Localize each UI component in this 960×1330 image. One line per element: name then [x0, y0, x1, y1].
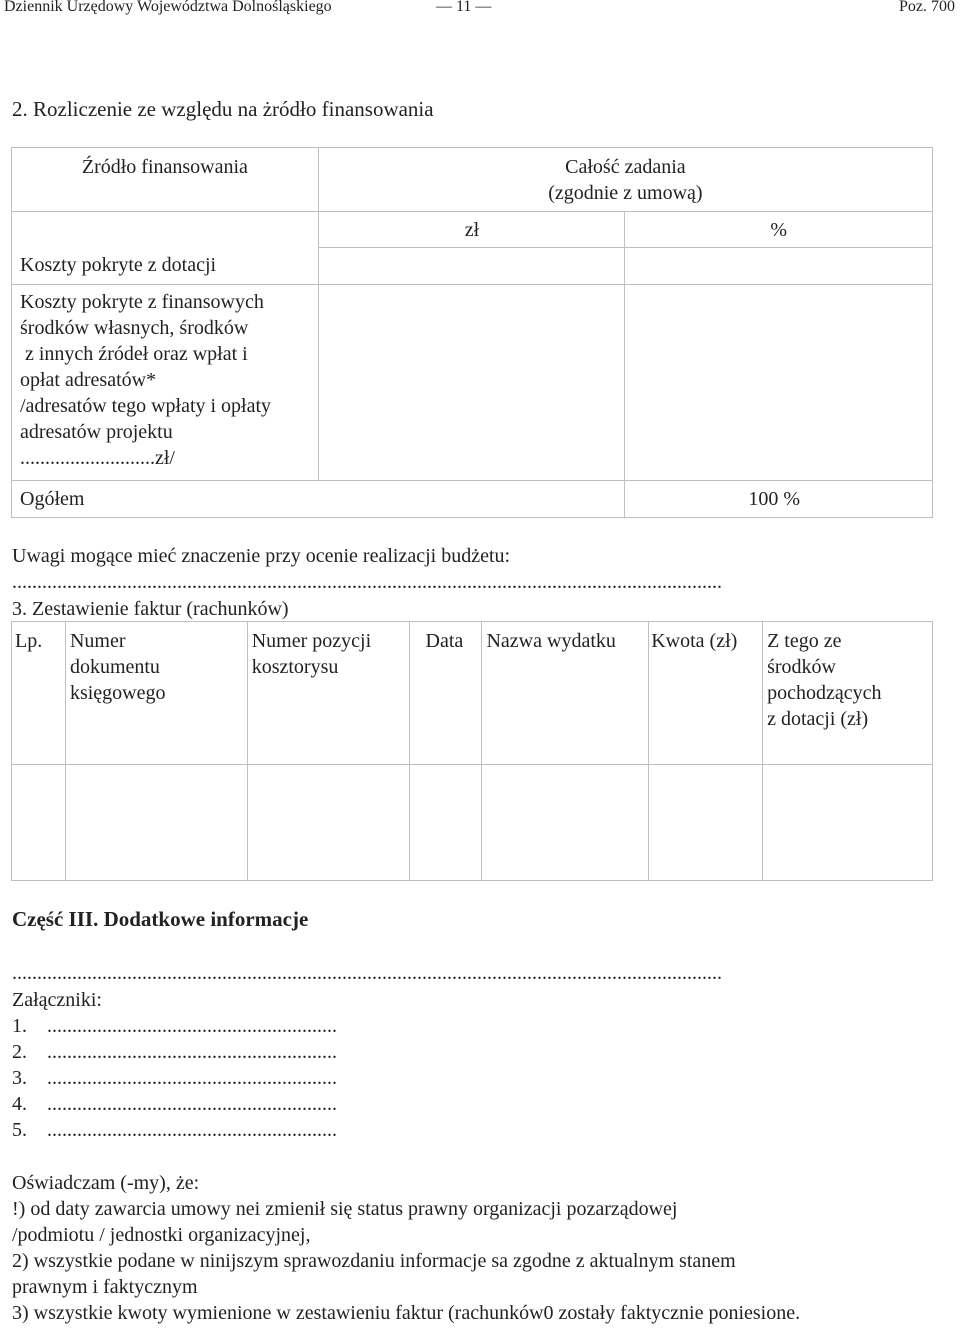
attachment-4[interactable]: 4. .......................................................... [12, 1093, 337, 1115]
col-from-dotation: Z tego ze środków pochodzących z dotacji (zł) [763, 622, 933, 765]
remarks-dots[interactable]: .............................................................................................................................................. [12, 571, 722, 593]
attachment-3[interactable]: 3. .......................................................... [12, 1067, 337, 1089]
col-lp: Lp. [12, 622, 66, 765]
col-pct-header: % [625, 212, 933, 248]
col-zl-header: zł [318, 212, 625, 248]
part3-title: Część III. Dodatkowe informacje [12, 907, 309, 931]
declaration-line-2: /podmiotu / jednostki organizacyjnej, [12, 1224, 311, 1246]
attachment-1[interactable]: 1. .......................................................... [12, 1015, 337, 1037]
col-amount: Kwota (zł) [649, 622, 763, 765]
cell-own-funds-pct[interactable] [625, 285, 933, 481]
section3-title: 3. Zestawienie faktur (rachunków) [12, 598, 289, 620]
source-header: Źródło finansowania [12, 148, 319, 212]
col-position-number: Numer pozycji kosztorysu [247, 622, 409, 765]
declaration-line-1: !) od daty zawarcia umowy nei zmienił się status prawny organizacji pozarządowej [12, 1198, 678, 1220]
declaration-line-5: 3) wszystkie kwoty wymienione w zestawieniu faktur (rachunków0 zostały faktycznie poniesione. [12, 1302, 801, 1324]
cell-dotation-zl[interactable] [318, 248, 625, 285]
position-number: Poz. 700 [899, 0, 955, 15]
invoices-table [11, 621, 933, 881]
row-dotation-label: Koszty pokryte z dotacji [12, 212, 319, 285]
page-number: — 11 — [436, 0, 492, 15]
attachment-2[interactable]: 2. .......................................................... [12, 1041, 337, 1063]
total-value: 100 % [625, 481, 933, 518]
cell-position-number[interactable] [247, 765, 409, 881]
total-label: Ogółem [12, 481, 625, 518]
cell-own-funds-zl[interactable] [318, 285, 625, 481]
cell-date[interactable] [409, 765, 482, 881]
declaration-line-4: prawnym i faktycznym [12, 1276, 198, 1298]
part3-dots[interactable]: .............................................................................................................................................. [12, 962, 722, 984]
whole-task-header: Całość zadania (zgodnie z umową) [318, 148, 932, 212]
row-own-funds-label: Koszty pokryte z finansowych środków własnych, środków z innych źródeł oraz wpłat i opłat adresatów* /adresatów tego wpłaty i opłaty adresatów projektu ...........................zł/ [12, 285, 319, 481]
financing-table [11, 147, 933, 518]
col-date: Data [409, 622, 482, 765]
section2-title: 2. Rozliczenie ze względu na żródło finansowania [12, 97, 434, 121]
col-doc-number: Numer dokumentu księgowego [65, 622, 247, 765]
col-expense-name: Nazwa wydatku [482, 622, 649, 765]
cell-expense-name[interactable] [482, 765, 649, 881]
remarks-label: Uwagi mogące mieć znaczenie przy ocenie realizacji budżetu: [12, 545, 511, 567]
declaration-line-3: 2) wszystkie podane w ninijszym sprawozdaniu informacje sa zgodne z aktualnym stanem [12, 1250, 736, 1272]
cell-lp[interactable] [12, 765, 66, 881]
attachments-label: Załączniki: [12, 989, 102, 1011]
cell-from-dotation[interactable] [763, 765, 933, 881]
cell-doc-number[interactable] [65, 765, 247, 881]
attachment-5[interactable]: 5. .......................................................... [12, 1119, 337, 1141]
cell-dotation-pct[interactable] [625, 248, 933, 285]
cell-amount[interactable] [649, 765, 763, 881]
declaration-intro: Oświadczam (-my), że: [12, 1172, 200, 1194]
journal-title: Dziennik Urzędowy Województwa Dolnośląskiego [4, 0, 332, 15]
